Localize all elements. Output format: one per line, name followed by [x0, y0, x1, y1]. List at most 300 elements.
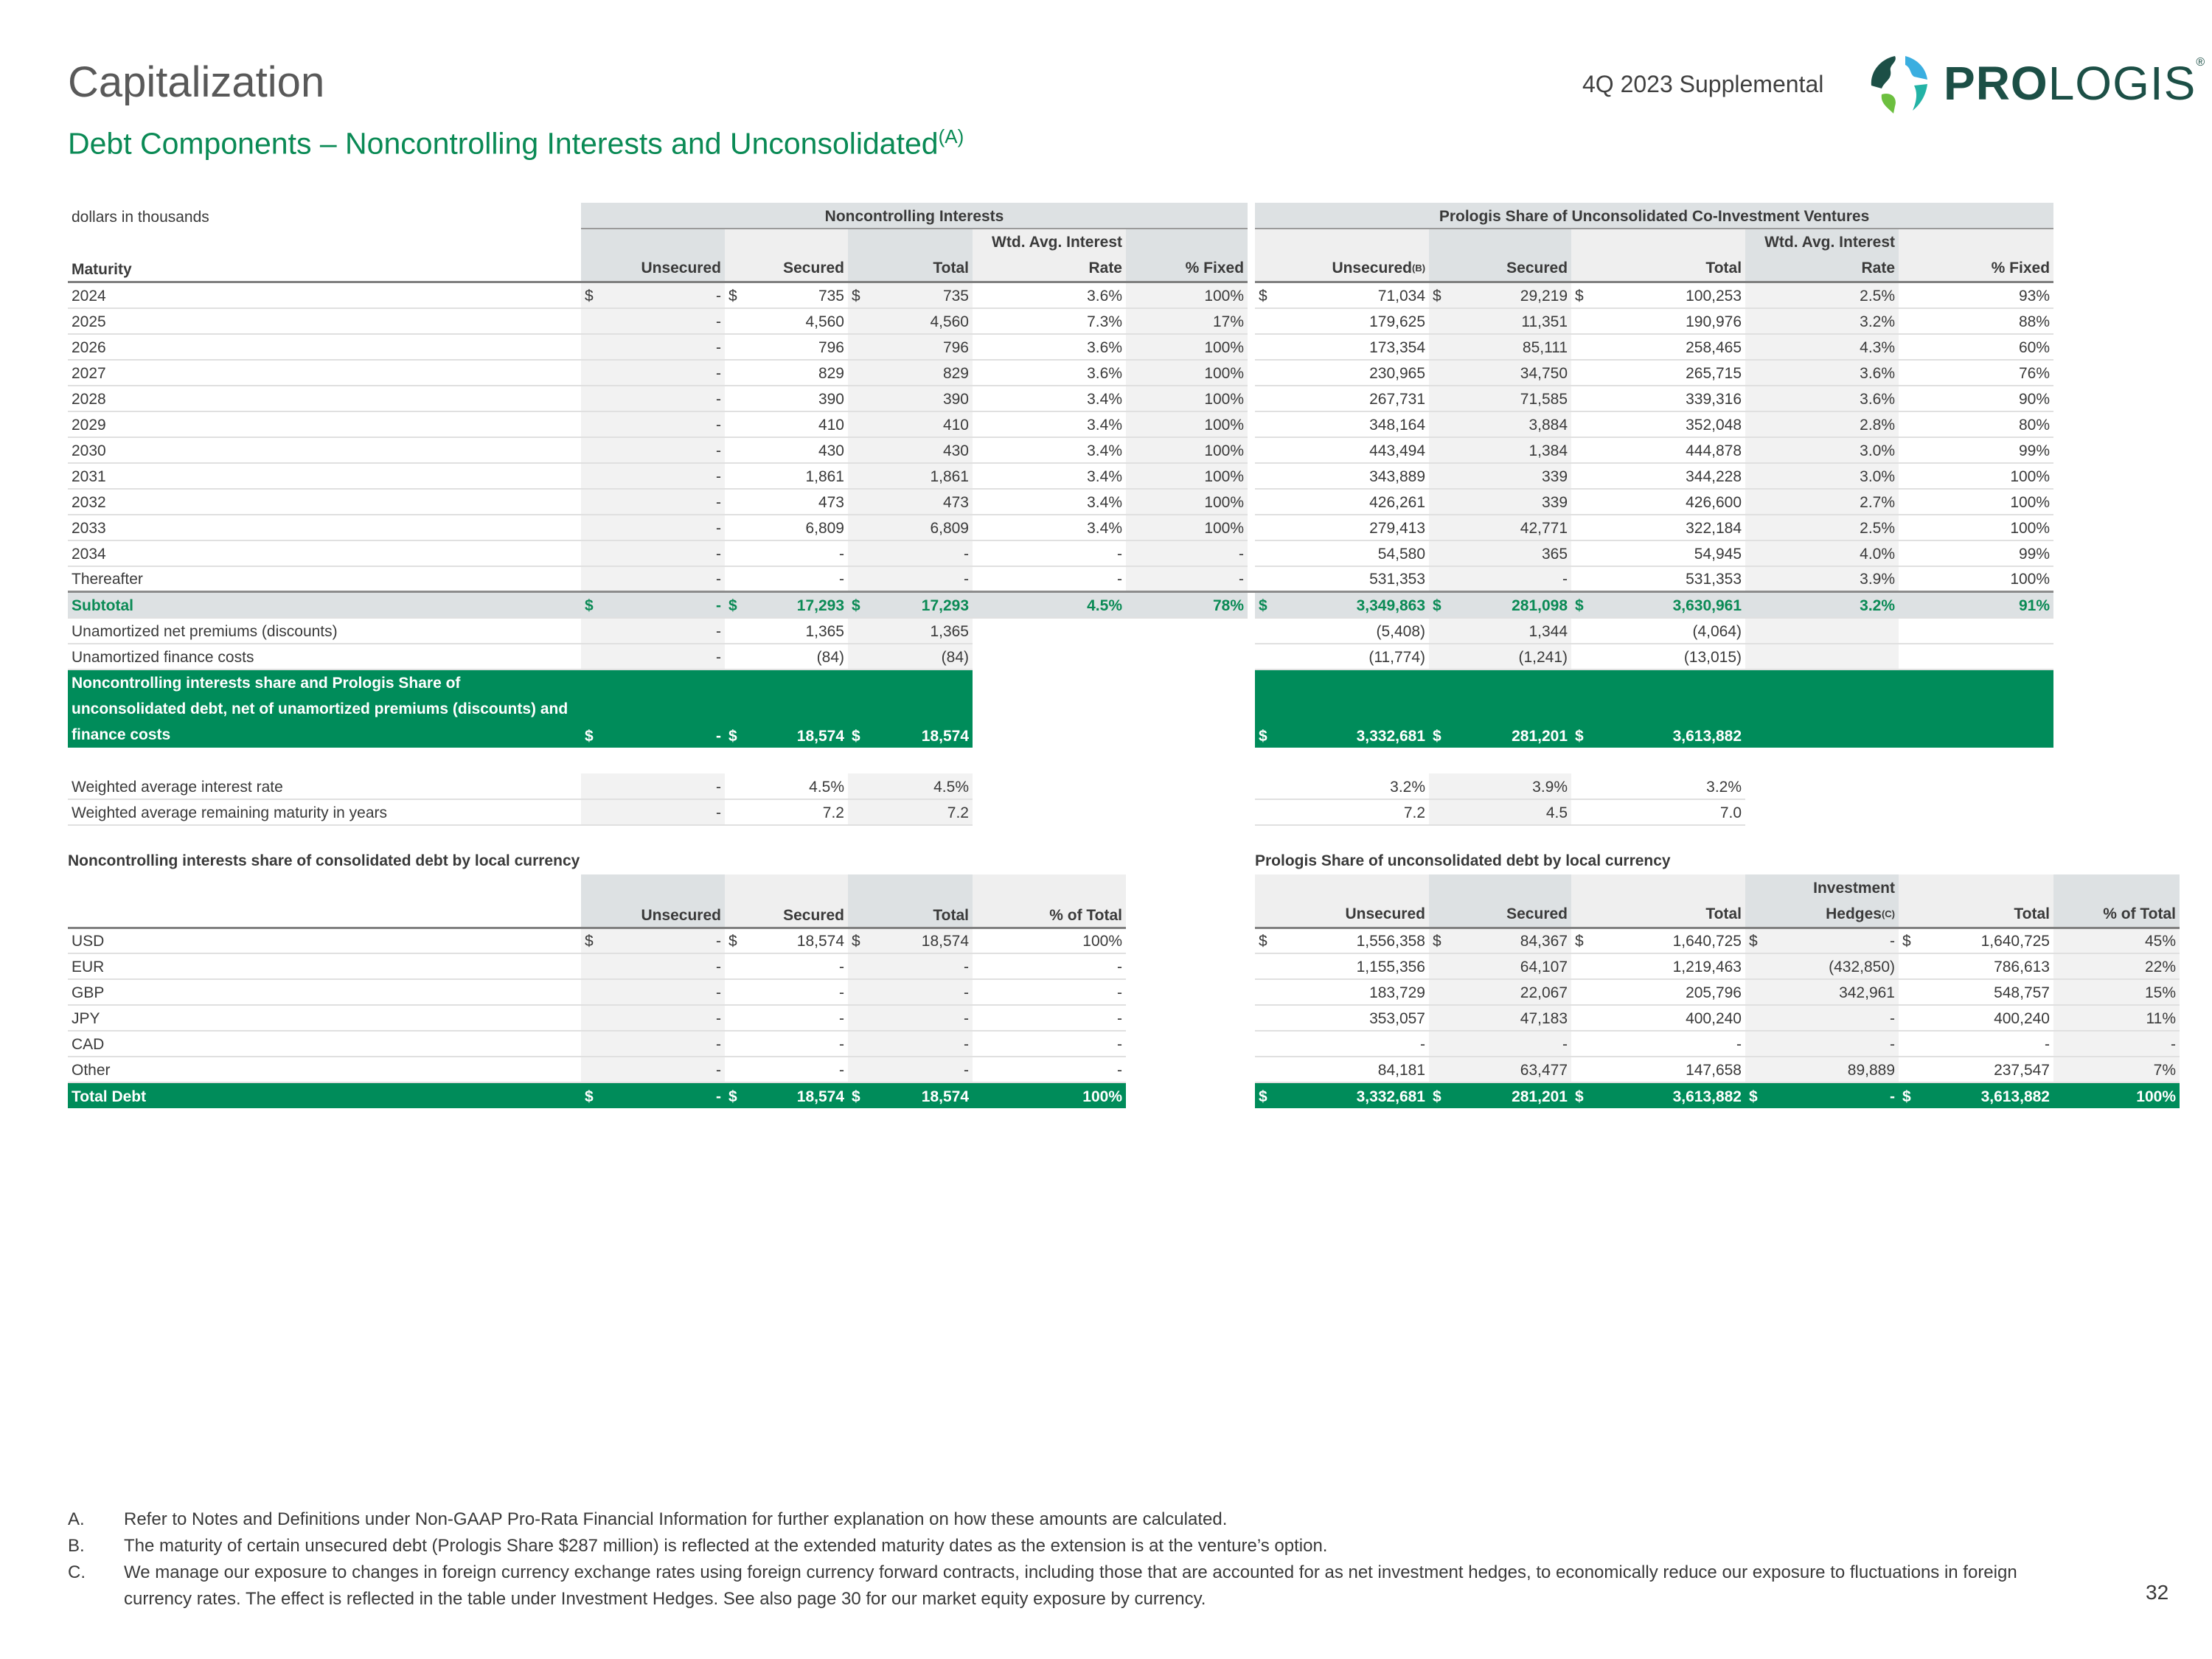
unconsolidated-cell — [1745, 308, 1899, 334]
unconsolidated-cell — [1745, 592, 1899, 618]
value-cell — [2053, 1057, 2180, 1082]
value-cell — [2053, 1005, 2180, 1031]
cell-value: 2030 — [72, 442, 106, 459]
cell-value: 7.0 — [1719, 804, 1742, 821]
unconsolidated-cell — [1899, 411, 2053, 437]
unconsolidated-cell — [1899, 386, 2053, 411]
group-header-unconsolidated — [1255, 203, 2053, 229]
currency-symbol: $ — [1433, 933, 1441, 950]
unconsolidated-cell — [1429, 566, 1571, 592]
value-cell — [1255, 1031, 1429, 1057]
nci-cell — [581, 463, 725, 489]
cell-value: 3.6% — [1860, 390, 1896, 408]
column-gap — [1248, 386, 1255, 411]
cell-value: 3.0% — [1860, 442, 1896, 459]
nci-cell — [725, 540, 848, 566]
footnote-ref-a: (A) — [938, 125, 964, 147]
cell-value: 89,889 — [1847, 1062, 1895, 1079]
column-gap — [1248, 540, 1255, 566]
nci-cell — [581, 592, 725, 618]
currency-symbol: $ — [1749, 1088, 1758, 1105]
currency-symbol: $ — [728, 1088, 737, 1105]
unconsolidated-cell — [1745, 360, 1899, 386]
nci-cell — [1126, 308, 1248, 334]
column-header — [581, 229, 725, 282]
cell-value: 443,494 — [1369, 442, 1426, 459]
cell-value: 267,731 — [1369, 390, 1426, 408]
cell-value: (432,850) — [1829, 959, 1895, 975]
cell-value: (4,064) — [1692, 622, 1742, 640]
globe-icon — [1865, 52, 1932, 115]
nci-cell — [725, 463, 848, 489]
cell-value: 322,184 — [1686, 519, 1742, 537]
unconsolidated-cell — [1899, 669, 2053, 748]
unconsolidated-cell — [1571, 748, 1745, 773]
value-cell — [581, 1031, 725, 1057]
currency-symbol: $ — [1575, 597, 1584, 614]
unconsolidated-cell — [1255, 386, 1429, 411]
cell-value: 7% — [2153, 1062, 2176, 1079]
nci-cell — [581, 437, 725, 463]
table-row — [68, 411, 2053, 437]
cell-value: 2034 — [72, 545, 106, 563]
unconsolidated-cell — [1571, 618, 1745, 644]
cell-value: 6,809 — [930, 519, 969, 537]
cell-value: 34,750 — [1520, 364, 1568, 382]
cell-value: - — [1562, 1036, 1568, 1053]
nci-cell — [1126, 540, 1248, 566]
cell-value: - — [964, 1062, 969, 1079]
value-cell — [1899, 953, 2053, 979]
cell-value: 85,111 — [1522, 338, 1568, 356]
cell-value: % Fixed — [1991, 260, 2051, 276]
cell-value: - — [716, 545, 721, 563]
nci-cell — [581, 748, 725, 773]
cell-value: 22,067 — [1520, 984, 1568, 1001]
report-period: 4Q 2023 Supplemental — [1582, 71, 1824, 97]
nci-cell — [973, 360, 1126, 386]
value-cell — [725, 1031, 848, 1057]
nci-cell — [581, 540, 725, 566]
value-cell — [1429, 1082, 1571, 1108]
cell-value: 390 — [818, 390, 844, 408]
nci-cell — [725, 360, 848, 386]
cell-value: 4.5 — [1545, 804, 1568, 821]
value-cell — [1429, 979, 1571, 1005]
unconsolidated-cell — [1745, 437, 1899, 463]
cell-value: 3.4% — [1087, 442, 1122, 459]
cell-value: 3,884 — [1528, 416, 1568, 434]
unconsolidated-cell — [1255, 308, 1429, 334]
footnote-ref-b: (B) — [1411, 262, 1426, 274]
cell-value: - — [716, 1062, 721, 1079]
cell-value: 426,261 — [1369, 493, 1426, 511]
column-gap — [1248, 334, 1255, 360]
value-cell — [1255, 979, 1429, 1005]
unconsolidated-cell — [1255, 437, 1429, 463]
cell-value: - — [716, 467, 721, 485]
cell-value: - — [1890, 1088, 1895, 1105]
nci-cell — [1126, 386, 1248, 411]
cell-value: Total — [1705, 260, 1742, 276]
value-cell — [2053, 1082, 2180, 1108]
cell-value: 173,354 — [1369, 338, 1426, 356]
cell-value: 430 — [942, 442, 969, 459]
value-cell — [1745, 953, 1899, 979]
cell-value: 100% — [1204, 287, 1245, 305]
column-header — [1429, 874, 1571, 928]
nci-cell — [1126, 644, 1248, 669]
cell-value: 796 — [818, 338, 844, 356]
cell-value: 78% — [1213, 597, 1245, 614]
cell-value: - — [716, 984, 721, 1001]
nci-cell — [581, 386, 725, 411]
cell-value: 1,640,725 — [1980, 933, 2050, 950]
value-cell — [848, 928, 973, 953]
value-cell — [1899, 979, 2053, 1005]
value-cell — [581, 1005, 725, 1031]
table-row — [68, 748, 2053, 773]
cell-value: 7.2 — [1403, 804, 1426, 821]
unconsolidated-cell — [1745, 282, 1899, 308]
column-gap — [1248, 437, 1255, 463]
nci-cell — [581, 644, 725, 669]
unconsolidated-cell — [1255, 644, 1429, 669]
unconsolidated-cell — [1899, 308, 2053, 334]
currency-symbol: $ — [1259, 1088, 1267, 1105]
unconsolidated-cell — [1899, 489, 2053, 515]
nci-cell — [973, 282, 1126, 308]
cell-value: - — [839, 1062, 844, 1079]
cell-value: 3,613,882 — [1672, 1088, 1742, 1105]
unconsolidated-cell — [1571, 282, 1745, 308]
cell-value: 80% — [2019, 416, 2051, 434]
cell-value: 1,365 — [930, 622, 969, 640]
column-gap — [1248, 618, 1255, 644]
value-cell — [848, 1005, 973, 1031]
cell-value: Secured — [1506, 260, 1568, 276]
unconsolidated-cell — [1745, 515, 1899, 540]
nci-cell — [1126, 748, 1248, 773]
cell-value: USD — [72, 933, 105, 950]
cell-value: Secured — [1506, 905, 1568, 922]
cell-value: - — [716, 622, 721, 640]
cell-value: 2024 — [72, 287, 106, 305]
nci-cell — [973, 592, 1126, 618]
cell-value: (13,015) — [1683, 648, 1742, 666]
cell-value: 183,729 — [1369, 984, 1425, 1001]
cell-value: Unsecured — [641, 906, 721, 924]
unconsolidated-cell — [1255, 669, 1429, 748]
value-cell — [1571, 953, 1745, 979]
currency-symbol: $ — [585, 727, 594, 745]
cell-value: 352,048 — [1686, 416, 1742, 434]
table-row — [68, 360, 2053, 386]
cell-value: 1,219,463 — [1672, 959, 1742, 975]
nci-cell — [725, 618, 848, 644]
value-cell — [581, 953, 725, 979]
nci-cell — [973, 773, 1126, 799]
column-header — [848, 229, 973, 282]
table-row — [68, 928, 1126, 953]
value-cell — [973, 1031, 1126, 1057]
column-header — [1745, 229, 1899, 282]
unconsolidated-cell — [1745, 463, 1899, 489]
column-header — [1571, 229, 1745, 282]
value-cell — [1255, 953, 1429, 979]
footnote-mark: C. — [68, 1562, 86, 1582]
value-cell — [1571, 1082, 1745, 1108]
cell-value: 100,253 — [1686, 287, 1742, 305]
cell-value: 64,107 — [1520, 959, 1568, 975]
unconsolidated-cell — [1429, 282, 1571, 308]
value-cell — [1571, 979, 1745, 1005]
nci-cell — [973, 748, 1126, 773]
value-cell — [1255, 1057, 1429, 1082]
column-gap — [1248, 566, 1255, 592]
nci-cell — [848, 592, 973, 618]
unconsolidated-cell — [1429, 748, 1571, 773]
cell-value: - — [716, 1088, 721, 1105]
unconsolidated-cell — [1571, 592, 1745, 618]
cell-value: 17% — [1213, 313, 1245, 330]
column-gap — [1248, 592, 1255, 618]
nci-cell — [973, 566, 1126, 592]
cell-value: - — [716, 493, 721, 511]
unconsolidated-cell — [1255, 799, 1429, 825]
cell-value: - — [1117, 1062, 1122, 1079]
value-cell — [1571, 1031, 1745, 1057]
cell-value: 18,574 — [921, 1088, 969, 1105]
cell-value: 3,613,882 — [1672, 727, 1742, 745]
row-label — [68, 334, 581, 360]
row-label — [68, 540, 581, 566]
nci-cell — [848, 773, 973, 799]
unconsolidated-cell — [1899, 592, 2053, 618]
cell-value: 430 — [818, 442, 844, 459]
value-cell — [1571, 1005, 1745, 1031]
cell-value: 1,861 — [930, 467, 969, 485]
cell-value: - — [839, 959, 844, 975]
table-row — [68, 515, 2053, 540]
column-gap — [1248, 308, 1255, 334]
nci-cell — [973, 334, 1126, 360]
cell-value: - — [1117, 984, 1122, 1001]
nci-cell — [973, 618, 1126, 644]
cell-value: 147,658 — [1686, 1062, 1742, 1079]
page-subtitle — [68, 125, 964, 161]
table-row — [68, 1031, 1126, 1057]
column-header — [1255, 874, 1429, 928]
row-label — [68, 437, 581, 463]
cell-value: 281,098 — [1512, 597, 1568, 614]
cell-value: Wtd. Avg. Interest Rate — [992, 234, 1122, 276]
nci-cell — [725, 566, 848, 592]
cell-value: (84) — [941, 648, 969, 666]
logo-bold: PRO — [1944, 57, 2048, 110]
cell-value: Weighted average remaining maturity in years — [72, 804, 387, 821]
cell-value: 426,600 — [1686, 493, 1742, 511]
nci-cell — [1126, 799, 1248, 825]
cell-value: 279,413 — [1369, 519, 1426, 537]
column-gap — [1248, 799, 1255, 825]
unconsolidated-cell — [1571, 489, 1745, 515]
cell-value: 17,293 — [921, 597, 969, 614]
cell-value: 84,181 — [1377, 1062, 1425, 1079]
cell-value: 100% — [1204, 442, 1245, 459]
row-label — [68, 979, 581, 1005]
currency-symbol: $ — [585, 933, 594, 950]
cell-value: 365 — [1541, 545, 1568, 563]
table-row — [68, 1057, 1126, 1082]
cell-value: 2.5% — [1860, 287, 1896, 305]
value-cell — [1429, 1031, 1571, 1057]
cell-value: 3.4% — [1087, 467, 1122, 485]
row-label — [68, 566, 581, 592]
unconsolidated-cell — [1571, 463, 1745, 489]
currency-symbol: $ — [728, 287, 737, 305]
prologis-logo — [1865, 52, 2205, 115]
table-row — [1255, 1082, 2180, 1108]
table-row — [68, 953, 1126, 979]
column-header — [973, 874, 1126, 928]
cell-value: 45% — [2144, 933, 2176, 950]
nci-cell — [973, 799, 1126, 825]
unconsolidated-cell — [1571, 669, 1745, 748]
unconsolidated-cell — [1899, 540, 2053, 566]
cell-value: - — [964, 1010, 969, 1027]
table-row — [68, 463, 2053, 489]
nci-cell — [973, 308, 1126, 334]
nci-cell — [1126, 437, 1248, 463]
cell-value: 3.6% — [1087, 287, 1122, 305]
unconsolidated-cell — [1255, 566, 1429, 592]
unconsolidated-cell — [1429, 308, 1571, 334]
cell-value: % Fixed — [1185, 260, 1245, 276]
value-cell — [1429, 1005, 1571, 1031]
cell-value: 42,771 — [1520, 519, 1568, 537]
cell-value: 4.5% — [933, 778, 969, 796]
logo-light: LOGIS — [2048, 57, 2197, 110]
cell-value: 205,796 — [1686, 984, 1742, 1001]
cell-value: 353,057 — [1369, 1010, 1425, 1027]
column-header — [1429, 229, 1571, 282]
cell-value: 1,556,358 — [1356, 933, 1425, 950]
cell-value: 7.2 — [947, 804, 969, 821]
nci-cell — [725, 411, 848, 437]
currency-symbol: $ — [1259, 597, 1267, 614]
value-cell — [725, 953, 848, 979]
nci-cell — [848, 489, 973, 515]
table-row — [1255, 1057, 2180, 1082]
column-header — [725, 874, 848, 928]
table-row — [68, 386, 2053, 411]
value-cell — [581, 1082, 725, 1108]
row-label — [68, 592, 581, 618]
nci-cell — [725, 282, 848, 308]
unconsolidated-cell — [1255, 540, 1429, 566]
nci-cell — [725, 773, 848, 799]
cell-value: - — [716, 416, 721, 434]
cell-value: 100% — [1204, 467, 1245, 485]
cell-value: 3.2% — [1860, 313, 1896, 330]
column-gap — [1248, 669, 1255, 748]
unconsolidated-cell — [1571, 334, 1745, 360]
value-cell — [973, 953, 1126, 979]
currency-symbol: $ — [1749, 933, 1758, 950]
footnotes — [68, 1506, 2088, 1613]
cell-value: 3.4% — [1087, 416, 1122, 434]
cell-value: - — [1562, 571, 1568, 588]
cell-value: - — [964, 1036, 969, 1053]
cell-value: - — [839, 1010, 844, 1027]
value-cell — [848, 1057, 973, 1082]
cell-value: 63,477 — [1520, 1062, 1568, 1079]
cell-value: 3,349,863 — [1356, 597, 1426, 614]
cell-value: 444,878 — [1686, 442, 1742, 459]
value-cell — [2053, 1031, 2180, 1057]
cell-value: 3.0% — [1860, 467, 1896, 485]
cell-value: Unsecured — [641, 260, 721, 276]
column-header — [725, 229, 848, 282]
cell-value: 100% — [1204, 519, 1245, 537]
cell-value: 348,164 — [1369, 416, 1426, 434]
unconsolidated-cell — [1745, 566, 1899, 592]
cell-value: - — [716, 648, 721, 666]
unconsolidated-cell — [1571, 799, 1745, 825]
value-cell — [1745, 928, 1899, 953]
cell-value: 18,574 — [796, 933, 844, 950]
debt-maturity-table — [68, 203, 2053, 826]
cell-value: 54,580 — [1377, 545, 1426, 563]
cell-value: 531,353 — [1369, 571, 1426, 588]
cell-value: 829 — [942, 364, 969, 382]
nci-cell — [725, 669, 848, 748]
column-header — [1126, 229, 1248, 282]
cell-value: Total — [2014, 905, 2050, 922]
cell-value: 2029 — [72, 416, 106, 434]
cell-value: 3.2% — [1390, 778, 1426, 796]
unconsolidated-cell — [1429, 515, 1571, 540]
cell-value: 735 — [818, 287, 844, 305]
cell-value: - — [2045, 1036, 2050, 1053]
currency-symbol: $ — [1902, 933, 1911, 950]
column-header-row — [68, 874, 1126, 928]
cell-value: - — [716, 364, 721, 382]
unconsolidated-cell — [1429, 386, 1571, 411]
unconsolidated-cell — [1429, 540, 1571, 566]
cell-value: - — [716, 959, 721, 975]
table-row — [68, 282, 2053, 308]
cell-value: 93% — [2019, 287, 2051, 305]
cell-value: 3.9% — [1860, 571, 1896, 588]
currency-symbol: $ — [728, 597, 737, 614]
cell-value: 18,574 — [921, 727, 969, 745]
nci-cell — [581, 282, 725, 308]
cell-value: 2026 — [72, 338, 106, 356]
cell-value: 100% — [1204, 364, 1245, 382]
cell-value: 829 — [818, 364, 844, 382]
unconsolidated-cell — [1745, 540, 1899, 566]
value-cell — [1899, 928, 2053, 953]
cell-value: Subtotal — [72, 597, 133, 614]
nci-cell — [848, 566, 973, 592]
unconsolidated-cell — [1255, 489, 1429, 515]
cell-value: - — [716, 442, 721, 459]
cell-value: 410 — [818, 416, 844, 434]
nci-cell — [581, 515, 725, 540]
table-row — [68, 566, 2053, 592]
